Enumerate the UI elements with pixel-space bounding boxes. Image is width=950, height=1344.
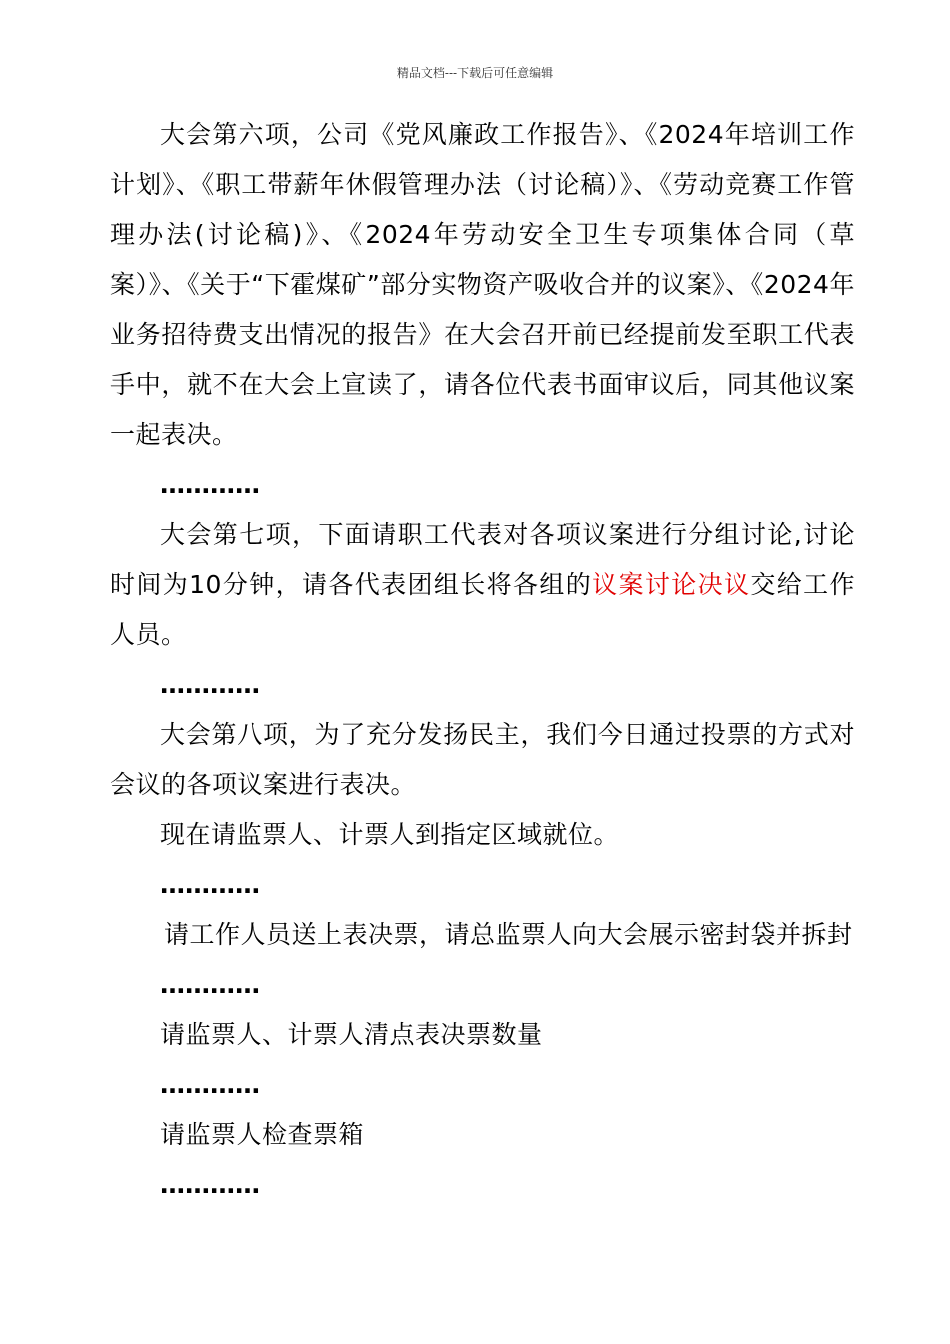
paragraph-ballot-box-check: 请监票人检查票箱 <box>160 1120 365 1149</box>
highlighted-text: 议案讨论决议 <box>592 570 751 599</box>
ellipsis-separator: ………… <box>160 870 260 899</box>
ellipsis-separator: ………… <box>160 1170 260 1199</box>
ellipsis-separator: ………… <box>160 970 260 999</box>
paragraph-item-8: 大会第八项，为了充分发扬民主，我们今日通过投票的方式对会议的各项议案进行表决。 <box>110 720 855 799</box>
ellipsis-separator: ………… <box>160 470 260 499</box>
ellipsis-separator: ………… <box>160 1070 260 1099</box>
paragraph-item-6: 大会第六项，公司《党风廉政工作报告》、《2024年培训工作计划》、《职工带薪年休假管理办法（讨论稿）》、《劳动竞赛工作管理办法(讨论稿)》、《2024年劳动安全卫生专项集体合同（草案）》、《关于“下霍煤矿”部分实物资产吸收合并的议案》、《2024年业务招待费支出情况的报告》在大会召开前已经提前发至职工代表手中，就不在大会上宣读了，请各位代表书面审议后，同其他议案一起表决。 <box>110 120 855 449</box>
paragraph-item-7 <box>110 510 855 660</box>
paragraph-text: 交给工作人员。 <box>110 570 855 649</box>
paragraph-text: 大会第七项，下面请职工代表对各项议案进行分组讨论,讨论时间为10分钟，请各代表团组长将各组的 <box>110 520 855 599</box>
paragraph-vote-positions: 现在请监票人、计票人到指定区域就位。 <box>160 820 620 849</box>
paragraph-ballot-count: 请监票人、计票人清点表决票数量 <box>160 1020 543 1049</box>
ellipsis-separator: ………… <box>160 670 260 699</box>
page-header: 精品文档---下载后可任意编辑 <box>396 66 554 80</box>
document-body <box>110 110 855 1210</box>
paragraph-ballot-delivery: 请工作人员送上表决票，请总监票人向大会展示密封袋并拆封 <box>164 920 853 949</box>
